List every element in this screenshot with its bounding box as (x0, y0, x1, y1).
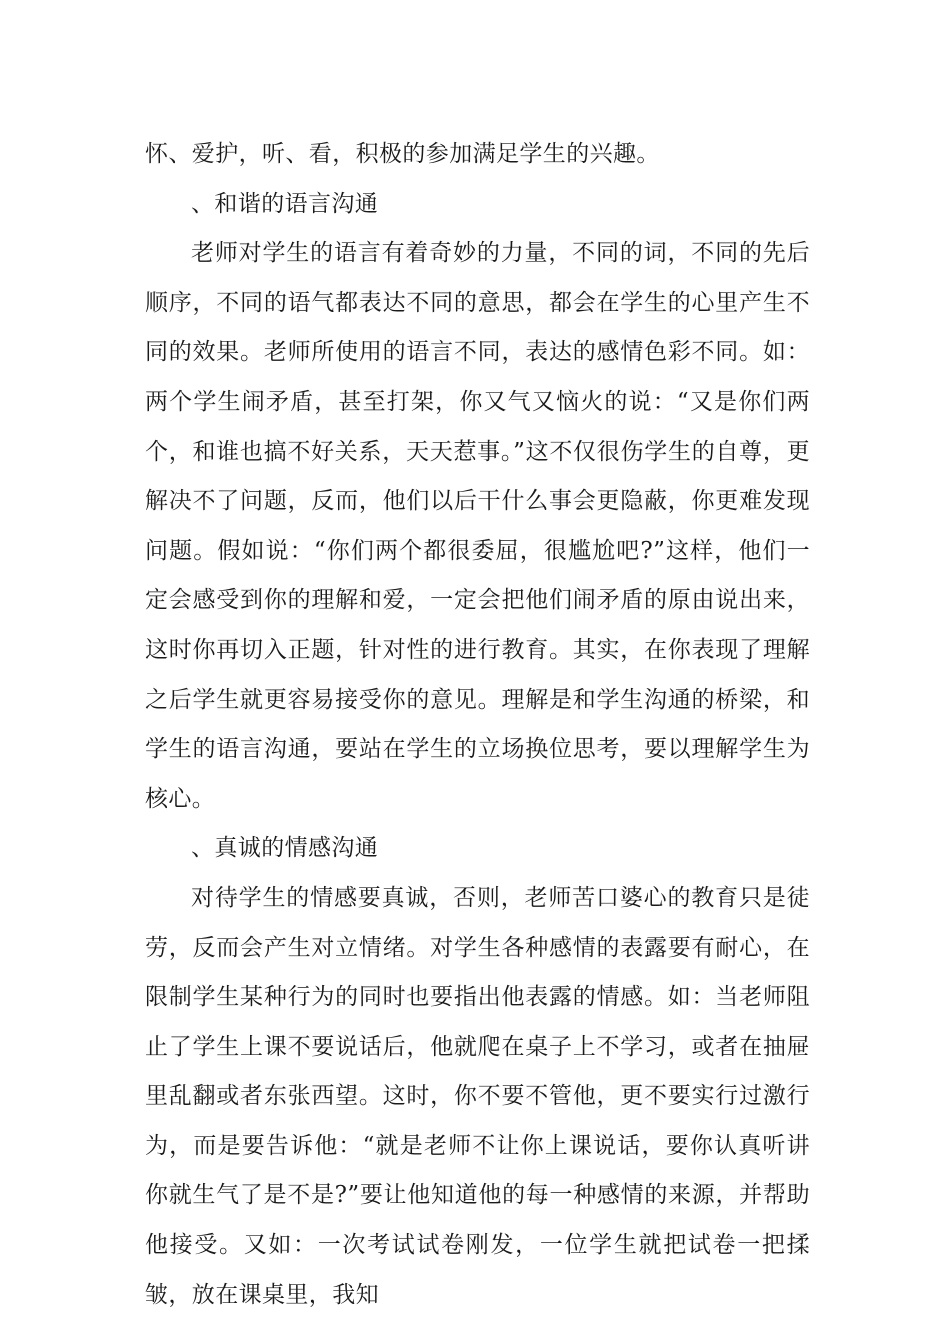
section-heading-language: 、和谐的语言沟通 (191, 190, 379, 217)
paragraph-emotion-communication: 对待学生的情感要真诚，否则，老师苦口婆心的教育只是徒劳，反而会产生对立情绪。对学生各种感情的表露要有耐心，在限制学生某种行为的同时也要指出他表露的情感。如：当老师阻止了学生上课不要说话后，他就爬在桌子上不学习，或者在抽屉里乱翻或者东张西望。这时，你不要不管他，更不要实行过激行为，而是要告诉他：“就是老师不让你上课说话，要你认真听讲你就生气了是不是?”要让他知道他的每一种感情的来源，并帮助他接受。又如：一次考试试卷刚发，一位学生就把试卷一把揉皱，放在课桌里，我知 (145, 884, 810, 1308)
paragraph-continuation: 怀、爱护，听、看，积极的参加满足学生的兴趣。 (145, 141, 660, 167)
document-body (145, 130, 810, 1320)
section-heading-emotion: 、真诚的情感沟通 (191, 835, 379, 862)
paragraph-language-communication: 老师对学生的语言有着奇妙的力量，不同的词，不同的先后顺序，不同的语气都表达不同的意思，都会在学生的心里产生不同的效果。老师所使用的语言不同，表达的感情色彩不同。如：两个学生闹矛盾，甚至打架，你又气又恼火的说：“又是你们两个，和谁也搞不好关系，天天惹事。”这不仅很伤学生的自尊，更解决不了问题，反而，他们以后干什么事会更隐蔽，你更难发现问题。假如说：“你们两个都很委屈，很尴尬吧?”这样，他们一定会感受到你的理解和爱，一定会把他们闹矛盾的原由说出来，这时你再切入正题，针对性的进行教育。其实，在你表现了理解之后学生就更容易接受你的意见。理解是和学生沟通的桥梁，和学生的语言沟通，要站在学生的立场换位思考，要以理解学生为核心。 (145, 240, 810, 812)
